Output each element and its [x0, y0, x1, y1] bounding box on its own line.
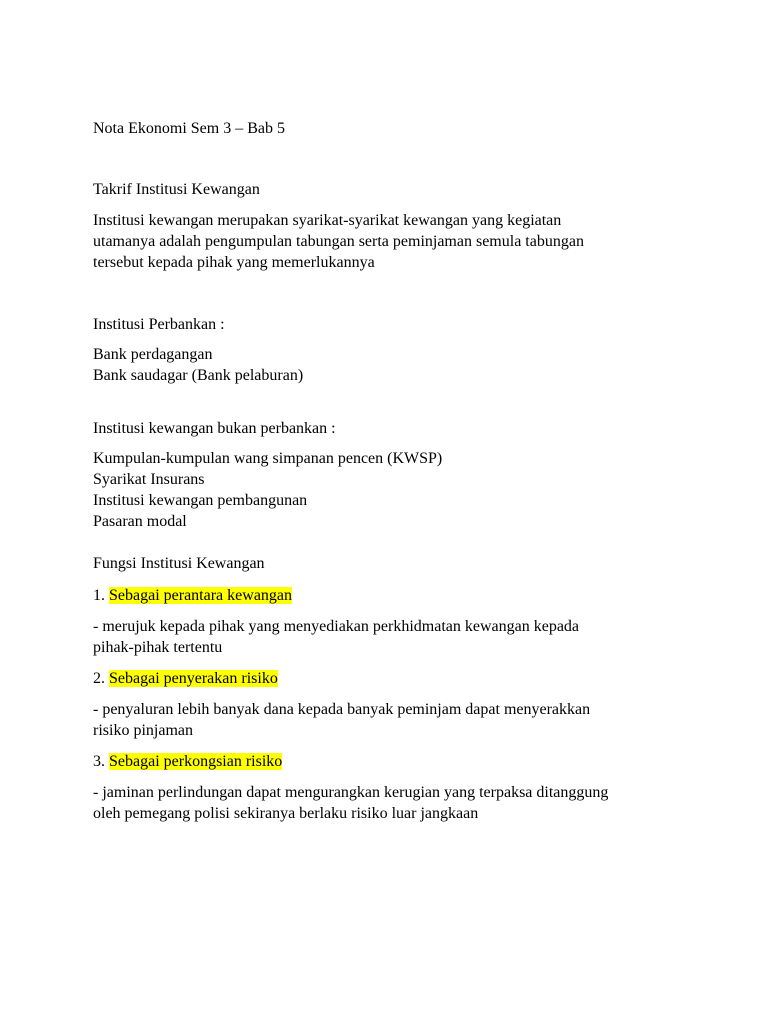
function-title-highlight: Sebagai perkongsian risiko: [109, 753, 283, 770]
non-banking-item: Kumpulan-kumpulan wang simpanan pencen (KWSP): [93, 450, 443, 467]
non-banking-item: Institusi kewangan pembangunan: [93, 492, 308, 509]
function-number: 3.: [93, 753, 105, 770]
non-banking-heading: Institusi kewangan bukan perbankan :: [93, 420, 336, 437]
function-description: oleh pemegang polisi sekiranya berlaku risiko luar jangkaan: [93, 805, 479, 822]
definition-line: tersebut kepada pihak yang memerlukannya: [93, 254, 375, 271]
function-description: - jaminan perlindungan dapat mengurangkan kerugian yang terpaksa ditanggung: [93, 784, 609, 801]
function-description: - penyaluran lebih banyak dana kepada banyak peminjam dapat menyerakkan: [93, 701, 591, 718]
functions-heading: Fungsi Institusi Kewangan: [93, 555, 265, 572]
definition-line: utamanya adalah pengumpulan tabungan serta peminjaman semula tabungan: [93, 233, 584, 250]
function-number: 2.: [93, 670, 105, 687]
banking-item: Bank saudagar (Bank pelaburan): [93, 367, 304, 384]
function-description: risiko pinjaman: [93, 722, 193, 739]
function-description: pihak-pihak tertentu: [93, 639, 223, 656]
banking-item: Bank perdagangan: [93, 346, 213, 363]
non-banking-item: Pasaran modal: [93, 513, 187, 530]
function-title-highlight: Sebagai penyerakan risiko: [109, 670, 278, 687]
banking-heading: Institusi Perbankan :: [93, 316, 225, 333]
function-item-3: [93, 751, 282, 772]
function-item-2: [93, 668, 278, 689]
function-item-1: [93, 585, 292, 606]
definition-line: Institusi kewangan merupakan syarikat-syarikat kewangan yang kegiatan: [93, 212, 562, 229]
non-banking-item: Syarikat Insurans: [93, 471, 205, 488]
function-title-highlight: Sebagai perantara kewangan: [109, 587, 293, 604]
function-number: 1.: [93, 587, 105, 604]
document-title: Nota Ekonomi Sem 3 – Bab 5: [93, 120, 285, 137]
definition-heading: Takrif Institusi Kewangan: [93, 181, 260, 198]
function-description: - merujuk kepada pihak yang menyediakan perkhidmatan kewangan kepada: [93, 618, 580, 635]
